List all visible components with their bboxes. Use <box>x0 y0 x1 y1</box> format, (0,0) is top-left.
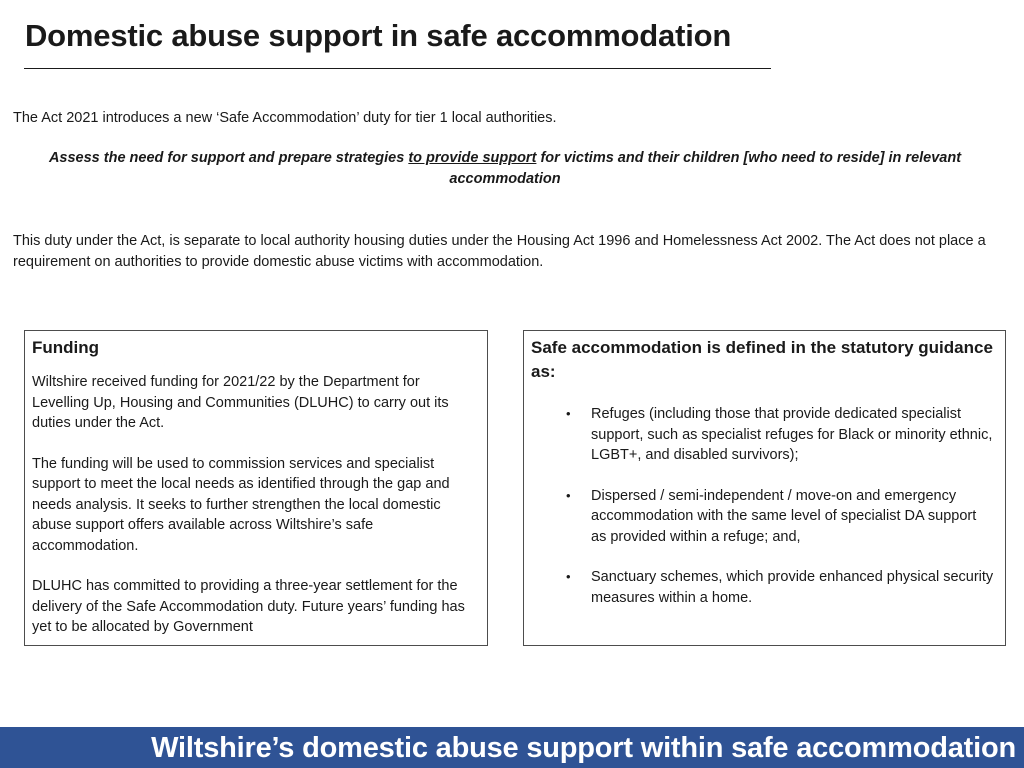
safe-accommodation-heading: Safe accommodation is defined in the statutory guidance as: <box>531 338 993 381</box>
footer-title: Wiltshire’s domestic abuse support within safe accommodation <box>151 732 1016 764</box>
list-item-text: Sanctuary schemes, which provide enhanced physical security measures within a home. <box>591 569 994 606</box>
list-item <box>531 486 995 548</box>
safe-accommodation-list <box>531 404 995 608</box>
duty-emphasis-underlined: to provide support <box>408 150 537 166</box>
bullet-icon: • <box>566 487 571 503</box>
duty-emphasis-before: Assess the need for support and prepare strategies <box>48 150 409 166</box>
funding-paragraph: The funding will be used to commission services and specialist support to meet the local needs as identified through the gap and needs analysis. It seeks to further strengthen the local domestic abuse support offers available across Wiltshire’s safe accommodation. <box>32 455 450 554</box>
safe-accommodation-box <box>523 330 1006 646</box>
bullet-icon: • <box>566 406 571 421</box>
title-divider <box>24 68 771 69</box>
duty-emphasis-after: for victims and their children [who need to reside] in relevant accommodation <box>449 150 962 187</box>
list-item <box>531 404 995 466</box>
funding-paragraph: DLUHC has committed to providing a three-year settlement for the delivery of the Safe Accommodation duty. Future years’ funding has yet to be allocated by Government <box>32 578 465 635</box>
page-title: Domestic abuse support in safe accommodation <box>25 18 732 53</box>
funding-heading: Funding <box>32 338 100 357</box>
list-item <box>531 567 995 608</box>
duty-emphasis <box>20 148 990 190</box>
bullet-icon: • <box>566 569 571 584</box>
funding-box <box>24 330 488 646</box>
duty-note: This duty under the Act, is separate to local authority housing duties under the Housing Act 1996 and Homelessness Act 2002. The Act does not place a requirement on authorities to provide domestic abuse victims with accommodation. <box>13 233 986 270</box>
list-item-text: Dispersed / semi-independent / move-on and emergency accommodation with the same level of specialist DA support as provided within a refuge; and, <box>591 487 977 545</box>
funding-paragraph: Wiltshire received funding for 2021/22 by the Department for Levelling Up, Housing and Communities (DLUHC) to carry out its duties under the Act. <box>32 374 449 431</box>
footer-banner <box>0 727 1024 768</box>
list-item-text: Refuges (including those that provide dedicated specialist support, such as specialist refuges for Black or minority ethnic, LGBT+, and disabled survivors); <box>591 406 993 463</box>
intro-text: The Act 2021 introduces a new ‘Safe Accommodation’ duty for tier 1 local authorities. <box>13 110 557 126</box>
